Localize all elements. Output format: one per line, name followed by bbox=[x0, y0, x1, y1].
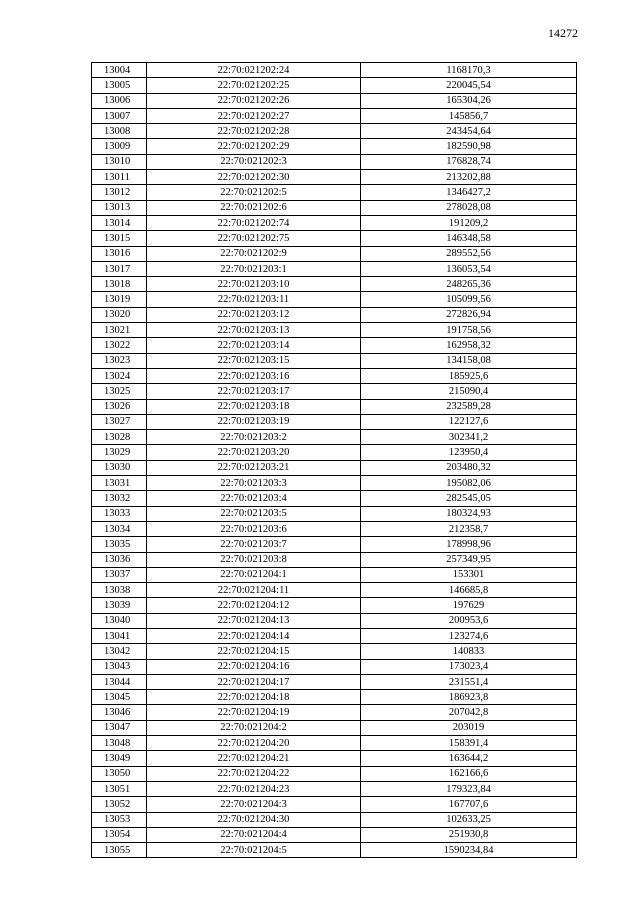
value-cell: 251930,8 bbox=[361, 827, 577, 842]
value-cell: 105099,56 bbox=[361, 292, 577, 307]
row-number-cell: 13007 bbox=[92, 108, 147, 123]
table-row bbox=[92, 338, 577, 353]
value-cell: 102633,25 bbox=[361, 812, 577, 827]
row-number-cell: 13025 bbox=[92, 384, 147, 399]
table-row bbox=[92, 246, 577, 261]
row-number-cell: 13051 bbox=[92, 781, 147, 796]
page-number: 14272 bbox=[548, 26, 578, 40]
value-cell: 158391,4 bbox=[361, 736, 577, 751]
table-row bbox=[92, 93, 577, 108]
row-number-cell: 13024 bbox=[92, 368, 147, 383]
table-row bbox=[92, 261, 577, 276]
cadastral-number-cell: 22:70:021202:26 bbox=[147, 93, 361, 108]
cadastral-number-cell: 22:70:021204:18 bbox=[147, 690, 361, 705]
cadastral-number-cell: 22:70:021204:5 bbox=[147, 843, 361, 858]
row-number-cell: 13048 bbox=[92, 736, 147, 751]
value-cell: 146685,8 bbox=[361, 583, 577, 598]
cadastral-number-cell: 22:70:021202:3 bbox=[147, 154, 361, 169]
row-number-cell: 13030 bbox=[92, 460, 147, 475]
cadastral-number-cell: 22:70:021204:15 bbox=[147, 644, 361, 659]
value-cell: 213202,88 bbox=[361, 170, 577, 185]
value-cell: 146348,58 bbox=[361, 231, 577, 246]
row-number-cell: 13011 bbox=[92, 170, 147, 185]
table-row bbox=[92, 307, 577, 322]
row-number-cell: 13026 bbox=[92, 399, 147, 414]
value-cell: 162958,32 bbox=[361, 338, 577, 353]
value-cell: 302341,2 bbox=[361, 430, 577, 445]
cadastral-number-cell: 22:70:021202:29 bbox=[147, 139, 361, 154]
row-number-cell: 13036 bbox=[92, 552, 147, 567]
row-number-cell: 13029 bbox=[92, 445, 147, 460]
table-row bbox=[92, 445, 577, 460]
cadastral-number-cell: 22:70:021203:15 bbox=[147, 353, 361, 368]
row-number-cell: 13034 bbox=[92, 521, 147, 536]
cadastral-number-cell: 22:70:021204:13 bbox=[147, 613, 361, 628]
cadastral-number-cell: 22:70:021204:12 bbox=[147, 598, 361, 613]
table-row bbox=[92, 598, 577, 613]
cadastral-number-cell: 22:70:021204:17 bbox=[147, 674, 361, 689]
row-number-cell: 13015 bbox=[92, 231, 147, 246]
row-number-cell: 13020 bbox=[92, 307, 147, 322]
table-body bbox=[92, 63, 577, 858]
value-cell: 153301 bbox=[361, 567, 577, 582]
value-cell: 123950,4 bbox=[361, 445, 577, 460]
value-cell: 167707,6 bbox=[361, 797, 577, 812]
cadastral-number-cell: 22:70:021204:16 bbox=[147, 659, 361, 674]
table-row bbox=[92, 690, 577, 705]
value-cell: 215090,4 bbox=[361, 384, 577, 399]
table-row bbox=[92, 277, 577, 292]
cadastral-number-cell: 22:70:021203:2 bbox=[147, 430, 361, 445]
table-row bbox=[92, 491, 577, 506]
value-cell: 203480,32 bbox=[361, 460, 577, 475]
table-row bbox=[92, 460, 577, 475]
cadastral-number-cell: 22:70:021204:14 bbox=[147, 628, 361, 643]
cadastral-number-cell: 22:70:021203:19 bbox=[147, 414, 361, 429]
cadastral-number-cell: 22:70:021203:8 bbox=[147, 552, 361, 567]
cadastral-number-cell: 22:70:021202:25 bbox=[147, 78, 361, 93]
value-cell: 185925,6 bbox=[361, 368, 577, 383]
value-cell: 182590,98 bbox=[361, 139, 577, 154]
table-row bbox=[92, 63, 577, 78]
cadastral-number-cell: 22:70:021204:23 bbox=[147, 781, 361, 796]
cadastral-number-cell: 22:70:021204:30 bbox=[147, 812, 361, 827]
row-number-cell: 13032 bbox=[92, 491, 147, 506]
value-cell: 203019 bbox=[361, 720, 577, 735]
value-cell: 1590234,84 bbox=[361, 843, 577, 858]
table-row bbox=[92, 552, 577, 567]
row-number-cell: 13035 bbox=[92, 537, 147, 552]
row-number-cell: 13018 bbox=[92, 277, 147, 292]
value-cell: 243454,64 bbox=[361, 124, 577, 139]
row-number-cell: 13031 bbox=[92, 476, 147, 491]
cadastral-number-cell: 22:70:021204:1 bbox=[147, 567, 361, 582]
row-number-cell: 13012 bbox=[92, 185, 147, 200]
row-number-cell: 13050 bbox=[92, 766, 147, 781]
row-number-cell: 13016 bbox=[92, 246, 147, 261]
table-row bbox=[92, 185, 577, 200]
cadastral-number-cell: 22:70:021202:74 bbox=[147, 215, 361, 230]
value-cell: 197629 bbox=[361, 598, 577, 613]
table-row bbox=[92, 506, 577, 521]
row-number-cell: 13022 bbox=[92, 338, 147, 353]
row-number-cell: 13017 bbox=[92, 261, 147, 276]
cadastral-number-cell: 22:70:021203:13 bbox=[147, 323, 361, 338]
cadastral-number-cell: 22:70:021203:3 bbox=[147, 476, 361, 491]
row-number-cell: 13014 bbox=[92, 215, 147, 230]
value-cell: 145856,7 bbox=[361, 108, 577, 123]
cadastral-number-cell: 22:70:021204:21 bbox=[147, 751, 361, 766]
value-cell: 200953,6 bbox=[361, 613, 577, 628]
table-row bbox=[92, 736, 577, 751]
table-row bbox=[92, 368, 577, 383]
value-cell: 191758,56 bbox=[361, 323, 577, 338]
row-number-cell: 13019 bbox=[92, 292, 147, 307]
value-cell: 122127,6 bbox=[361, 414, 577, 429]
table-row bbox=[92, 583, 577, 598]
value-cell: 195082,06 bbox=[361, 476, 577, 491]
table-row bbox=[92, 843, 577, 858]
cadastral-number-cell: 22:70:021203:14 bbox=[147, 338, 361, 353]
table-row bbox=[92, 384, 577, 399]
value-cell: 232589,28 bbox=[361, 399, 577, 414]
table-row bbox=[92, 567, 577, 582]
cadastral-number-cell: 22:70:021202:6 bbox=[147, 200, 361, 215]
value-cell: 278028,08 bbox=[361, 200, 577, 215]
value-cell: 134158,08 bbox=[361, 353, 577, 368]
table-row bbox=[92, 154, 577, 169]
value-cell: 178998,96 bbox=[361, 537, 577, 552]
value-cell: 248265,36 bbox=[361, 277, 577, 292]
table-row bbox=[92, 108, 577, 123]
table-row bbox=[92, 521, 577, 536]
row-number-cell: 13033 bbox=[92, 506, 147, 521]
table-row bbox=[92, 215, 577, 230]
value-cell: 282545,05 bbox=[361, 491, 577, 506]
cadastral-number-cell: 22:70:021204:20 bbox=[147, 736, 361, 751]
cadastral-value-table bbox=[91, 62, 577, 858]
row-number-cell: 13052 bbox=[92, 797, 147, 812]
table-row bbox=[92, 628, 577, 643]
cadastral-number-cell: 22:70:021204:2 bbox=[147, 720, 361, 735]
cadastral-number-cell: 22:70:021204:3 bbox=[147, 797, 361, 812]
row-number-cell: 13039 bbox=[92, 598, 147, 613]
cadastral-number-cell: 22:70:021202:5 bbox=[147, 185, 361, 200]
value-cell: 212358,7 bbox=[361, 521, 577, 536]
table-row bbox=[92, 78, 577, 93]
row-number-cell: 13013 bbox=[92, 200, 147, 215]
table-row bbox=[92, 644, 577, 659]
cadastral-number-cell: 22:70:021203:7 bbox=[147, 537, 361, 552]
value-cell: 231551,4 bbox=[361, 674, 577, 689]
table-row bbox=[92, 200, 577, 215]
table-row bbox=[92, 781, 577, 796]
cadastral-number-cell: 22:70:021204:22 bbox=[147, 766, 361, 781]
cadastral-number-cell: 22:70:021203:12 bbox=[147, 307, 361, 322]
row-number-cell: 13046 bbox=[92, 705, 147, 720]
value-cell: 165304,26 bbox=[361, 93, 577, 108]
table-row bbox=[92, 170, 577, 185]
table-row bbox=[92, 766, 577, 781]
table-row bbox=[92, 812, 577, 827]
value-cell: 191209,2 bbox=[361, 215, 577, 230]
cadastral-number-cell: 22:70:021203:5 bbox=[147, 506, 361, 521]
row-number-cell: 13043 bbox=[92, 659, 147, 674]
row-number-cell: 13040 bbox=[92, 613, 147, 628]
table-row bbox=[92, 705, 577, 720]
cadastral-number-cell: 22:70:021202:9 bbox=[147, 246, 361, 261]
cadastral-number-cell: 22:70:021204:4 bbox=[147, 827, 361, 842]
cadastral-number-cell: 22:70:021202:75 bbox=[147, 231, 361, 246]
table-row bbox=[92, 537, 577, 552]
cadastral-number-cell: 22:70:021203:16 bbox=[147, 368, 361, 383]
cadastral-number-cell: 22:70:021202:28 bbox=[147, 124, 361, 139]
row-number-cell: 13045 bbox=[92, 690, 147, 705]
value-cell: 257349,95 bbox=[361, 552, 577, 567]
cadastral-number-cell: 22:70:021202:27 bbox=[147, 108, 361, 123]
row-number-cell: 13004 bbox=[92, 63, 147, 78]
table-row bbox=[92, 231, 577, 246]
row-number-cell: 13027 bbox=[92, 414, 147, 429]
table-row bbox=[92, 414, 577, 429]
table-row bbox=[92, 292, 577, 307]
row-number-cell: 13054 bbox=[92, 827, 147, 842]
value-cell: 180324,93 bbox=[361, 506, 577, 521]
row-number-cell: 13010 bbox=[92, 154, 147, 169]
cadastral-number-cell: 22:70:021203:21 bbox=[147, 460, 361, 475]
table-row bbox=[92, 139, 577, 154]
table-row bbox=[92, 827, 577, 842]
table-row bbox=[92, 720, 577, 735]
cadastral-number-cell: 22:70:021204:19 bbox=[147, 705, 361, 720]
table-row bbox=[92, 797, 577, 812]
value-cell: 179323,84 bbox=[361, 781, 577, 796]
table-row bbox=[92, 353, 577, 368]
value-cell: 207042,8 bbox=[361, 705, 577, 720]
cadastral-number-cell: 22:70:021204:11 bbox=[147, 583, 361, 598]
row-number-cell: 13042 bbox=[92, 644, 147, 659]
value-cell: 123274,6 bbox=[361, 628, 577, 643]
table-row bbox=[92, 674, 577, 689]
value-cell: 136053,54 bbox=[361, 261, 577, 276]
table-row bbox=[92, 476, 577, 491]
cadastral-number-cell: 22:70:021202:24 bbox=[147, 63, 361, 78]
row-number-cell: 13053 bbox=[92, 812, 147, 827]
row-number-cell: 13023 bbox=[92, 353, 147, 368]
row-number-cell: 13037 bbox=[92, 567, 147, 582]
table-row bbox=[92, 399, 577, 414]
value-cell: 140833 bbox=[361, 644, 577, 659]
value-cell: 1346427,2 bbox=[361, 185, 577, 200]
row-number-cell: 13044 bbox=[92, 674, 147, 689]
value-cell: 289552,56 bbox=[361, 246, 577, 261]
row-number-cell: 13005 bbox=[92, 78, 147, 93]
value-cell: 176828,74 bbox=[361, 154, 577, 169]
table-row bbox=[92, 613, 577, 628]
row-number-cell: 13021 bbox=[92, 323, 147, 338]
row-number-cell: 13049 bbox=[92, 751, 147, 766]
row-number-cell: 13047 bbox=[92, 720, 147, 735]
table-row bbox=[92, 430, 577, 445]
row-number-cell: 13006 bbox=[92, 93, 147, 108]
value-cell: 163644,2 bbox=[361, 751, 577, 766]
cadastral-number-cell: 22:70:021203:20 bbox=[147, 445, 361, 460]
cadastral-number-cell: 22:70:021203:17 bbox=[147, 384, 361, 399]
table-row bbox=[92, 751, 577, 766]
row-number-cell: 13038 bbox=[92, 583, 147, 598]
value-cell: 173023,4 bbox=[361, 659, 577, 674]
row-number-cell: 13008 bbox=[92, 124, 147, 139]
table-row bbox=[92, 124, 577, 139]
table-row bbox=[92, 659, 577, 674]
value-cell: 1168170,3 bbox=[361, 63, 577, 78]
row-number-cell: 13009 bbox=[92, 139, 147, 154]
row-number-cell: 13028 bbox=[92, 430, 147, 445]
row-number-cell: 13041 bbox=[92, 628, 147, 643]
value-cell: 162166,6 bbox=[361, 766, 577, 781]
value-cell: 186923,8 bbox=[361, 690, 577, 705]
cadastral-number-cell: 22:70:021203:10 bbox=[147, 277, 361, 292]
cadastral-number-cell: 22:70:021203:11 bbox=[147, 292, 361, 307]
table-row bbox=[92, 323, 577, 338]
cadastral-number-cell: 22:70:021203:1 bbox=[147, 261, 361, 276]
value-cell: 272826,94 bbox=[361, 307, 577, 322]
value-cell: 220045,54 bbox=[361, 78, 577, 93]
cadastral-number-cell: 22:70:021203:4 bbox=[147, 491, 361, 506]
cadastral-number-cell: 22:70:021203:6 bbox=[147, 521, 361, 536]
row-number-cell: 13055 bbox=[92, 843, 147, 858]
cadastral-number-cell: 22:70:021203:18 bbox=[147, 399, 361, 414]
cadastral-number-cell: 22:70:021202:30 bbox=[147, 170, 361, 185]
